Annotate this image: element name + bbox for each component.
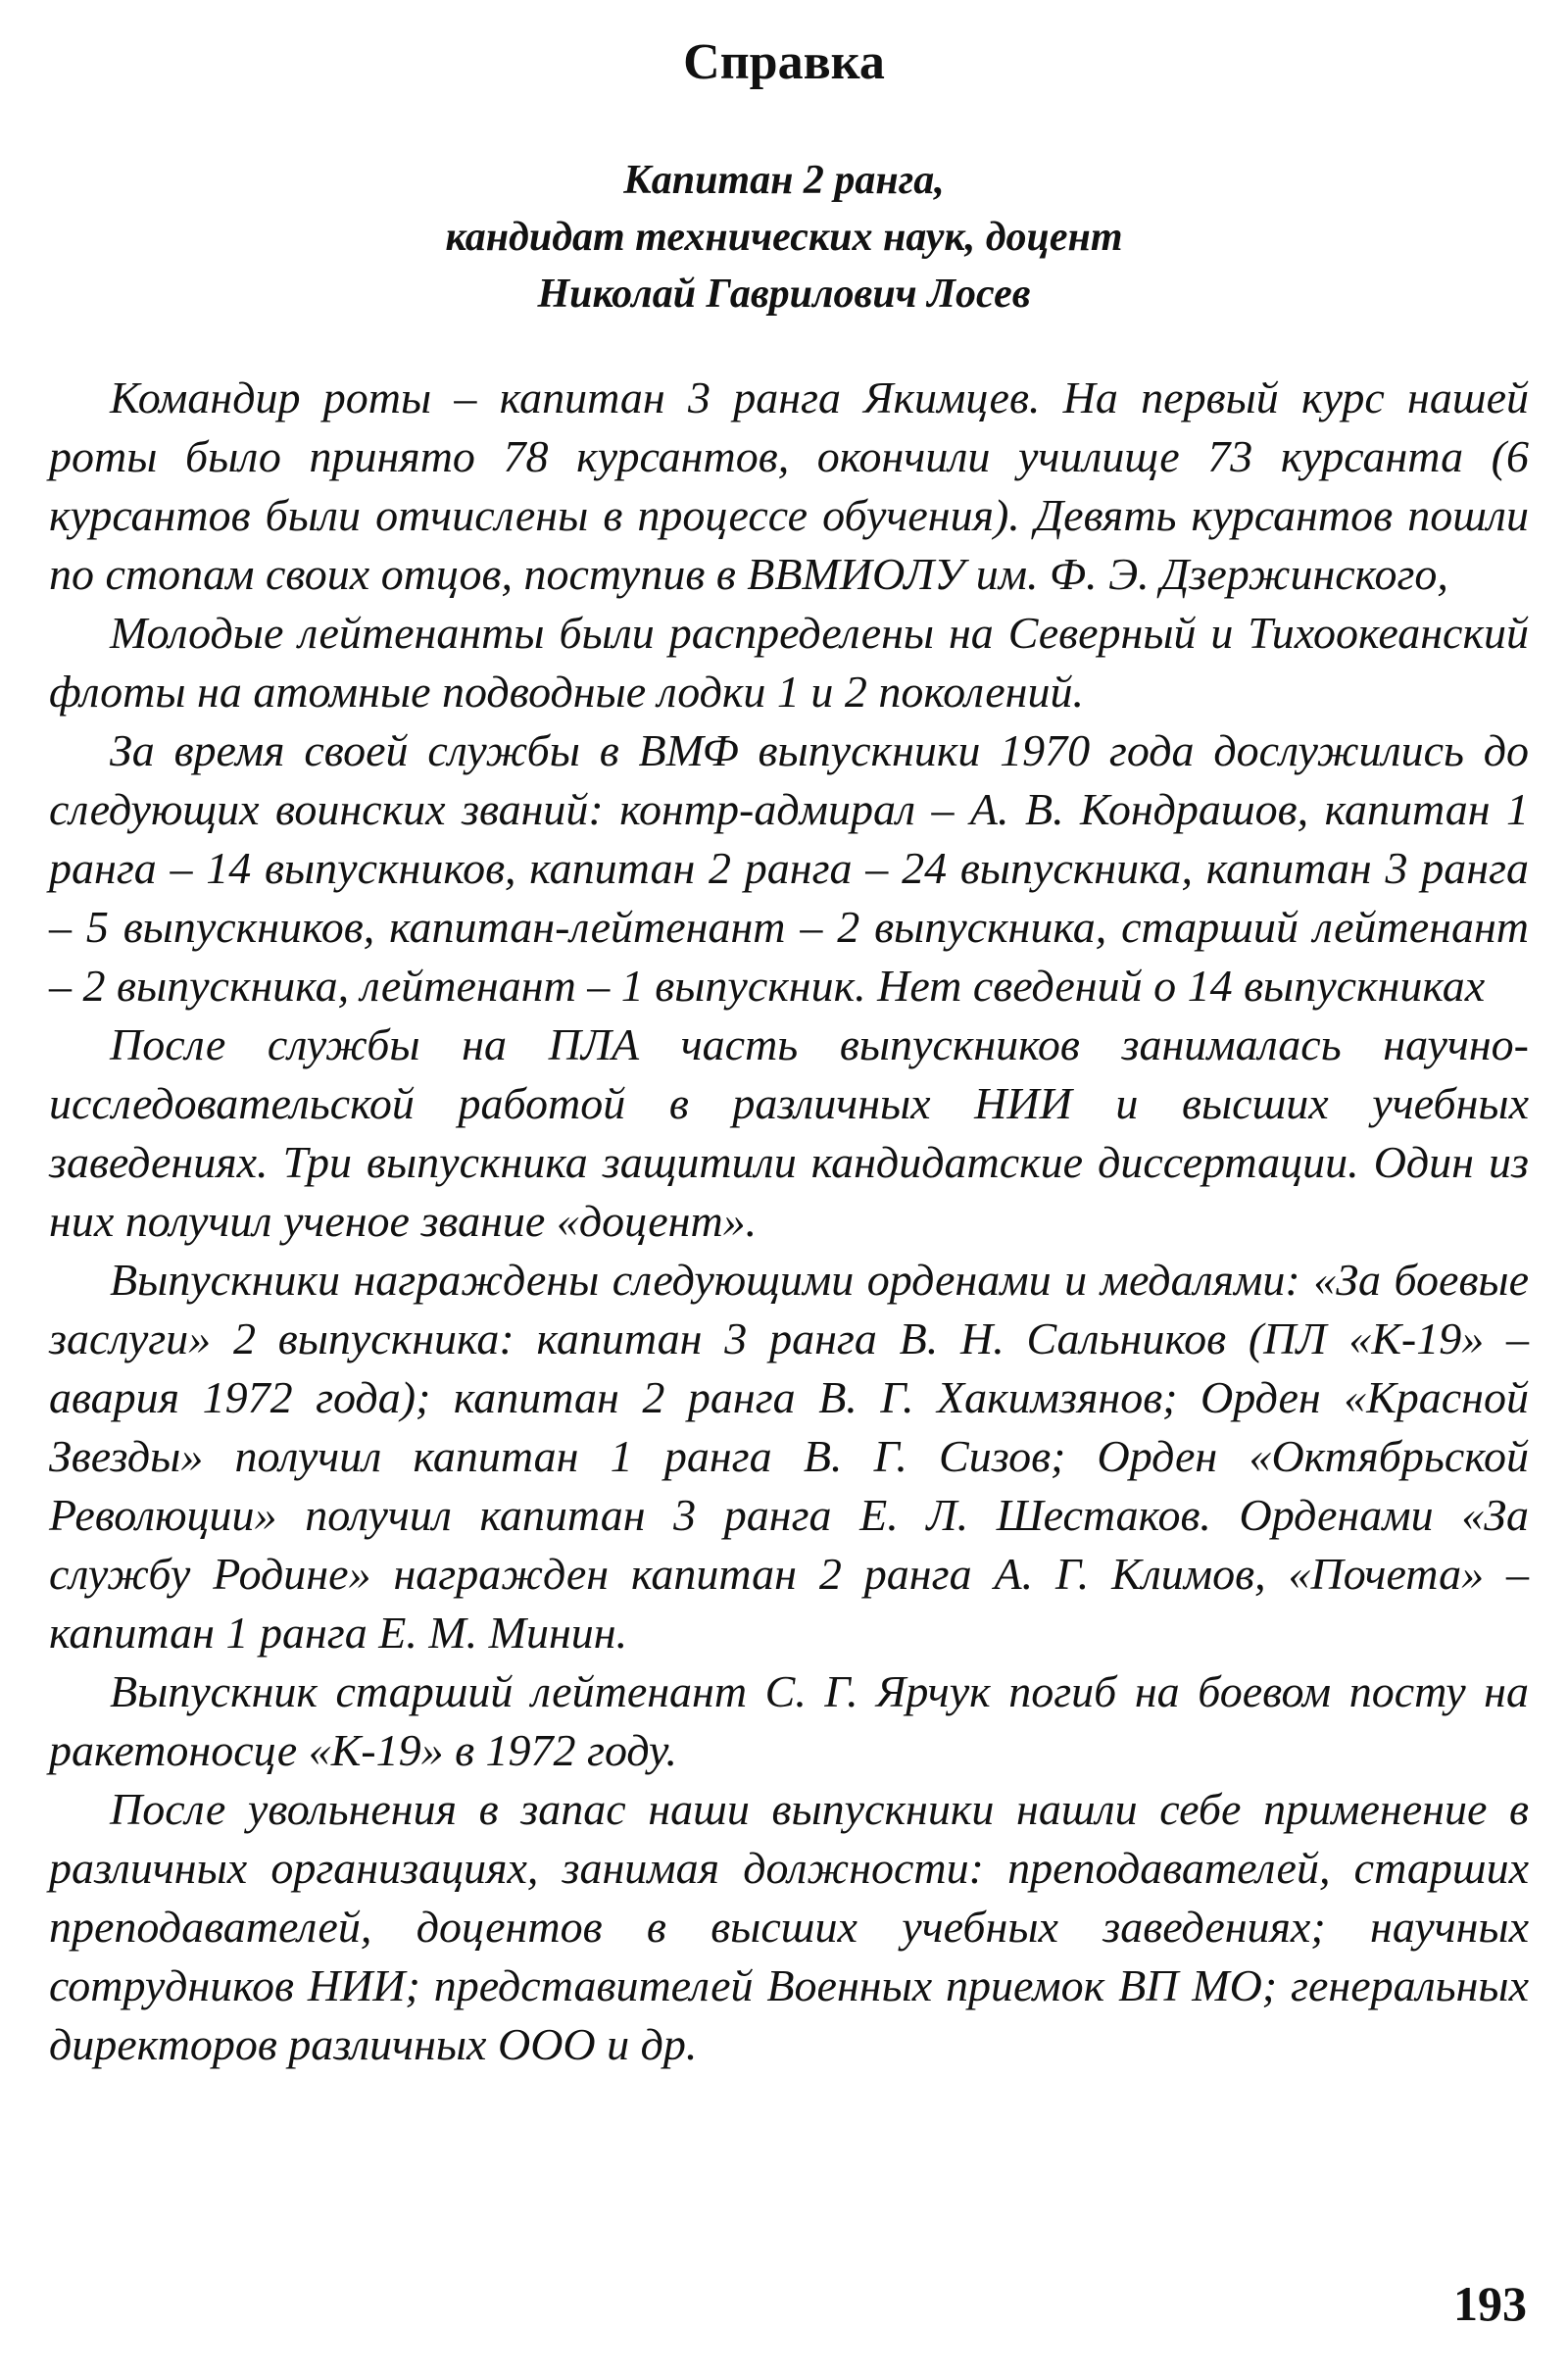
author-degree: кандидат технических наук, доцент bbox=[445, 215, 1123, 260]
paragraph: После службы на ПЛА часть выпускников занималась научно-исследовательской работой в различных НИИ и высших учебных заведениях. Три выпускника защитили кандидатские диссертации. Один из них получил ученое звание «доцент». bbox=[49, 1019, 1529, 1246]
paragraph: За время своей службы в ВМФ выпускники 1970 года дослужились до следующих воинских званий: контр-адмирал – А. В. Кондрашов, капитан 1 ранга – 14 выпускников, капитан 2 ранга – 24 выпускника, капитан 3 ранга – 5 выпускников, капитан-лейтенант – 2 выпускника, старший лейтенант – 2 выпускника, лейтенант – 1 выпускник. Нет сведений о 14 выпускниках bbox=[49, 725, 1529, 1011]
author-rank: Капитан 2 ранга, bbox=[623, 158, 945, 203]
body-text bbox=[49, 369, 1529, 2074]
page-title: Справка bbox=[683, 34, 885, 90]
author-name: Николай Гаврилович Лосев bbox=[537, 272, 1031, 317]
paragraph: Молодые лейтенанты были распределены на Северный и Тихоокеанский флоты на атомные подводные лодки 1 и 2 поколений. bbox=[49, 608, 1529, 717]
paragraph: После увольнения в запас наши выпускники нашли себе применение в различных организациях, занимая должности: преподавателей, старших преподавателей, доцентов в высших учебных заведениях; научных сотрудников НИИ; представителей Военных приемок ВП МО; генеральных директоров различных ООО и др. bbox=[49, 1784, 1529, 2069]
paragraph: Выпускники награждены следующими орденами и медалями: «За боевые заслуги» 2 выпускника: капитан 3 ранга В. Н. Сальников (ПЛ «К-19» – авария 1972 года); капитан 2 ранга В. Г. Хакимзянов; Орден «Красной Звезды» получил капитан 1 ранга В. Г. Сизов; Орден «Октябрьской Революции» получил капитан 3 ранга Е. Л. Шестаков. Орденами «За службу Родине» награжден капитан 2 ранга А. Г. Климов, «Почета» – капитан 1 ранга Е. М. Минин. bbox=[49, 1255, 1529, 1658]
paragraph: Командир роты – капитан 3 ранга Якимцев. На первый курс нашей роты было принято 78 курсантов, окончили училище 73 курсанта (6 курсантов были отчислены в процессе обучения). Девять курсантов пошли по стопам своих отцов, поступив в ВВМИОЛУ им. Ф. Э. Дзержинского, bbox=[49, 372, 1529, 599]
author-byline bbox=[0, 152, 1568, 322]
paragraph: Выпускник старший лейтенант С. Г. Ярчук погиб на боевом посту на ракетоносце «К-19» в 1972 году. bbox=[49, 1666, 1529, 1775]
page-number: 193 bbox=[1453, 2276, 1527, 2331]
